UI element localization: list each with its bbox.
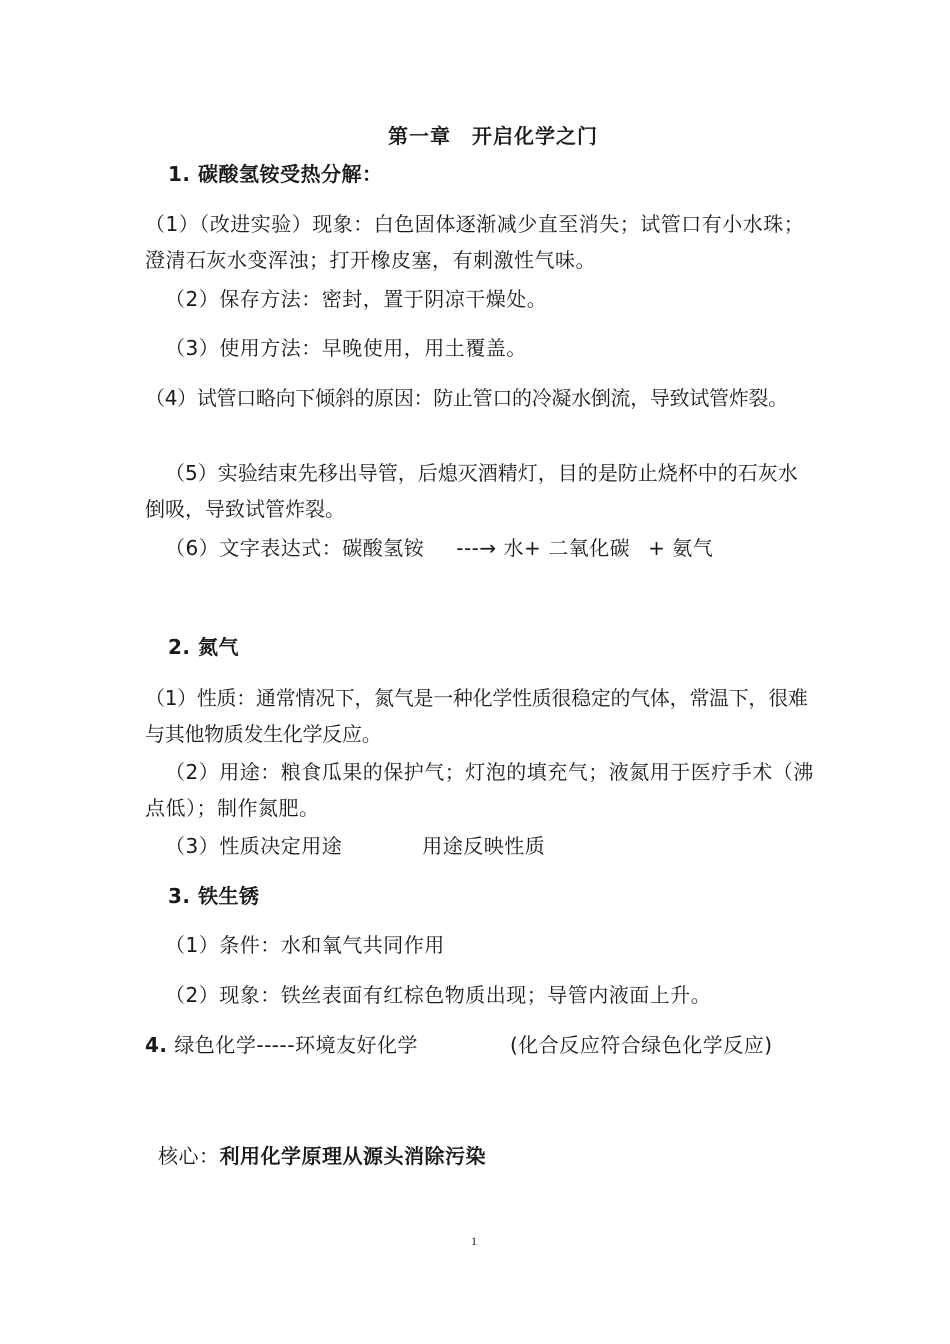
section-3-heading: 3. 铁生锈 (168, 884, 260, 908)
section-1-item-5: （5）实验结束先移出导管，后熄灭酒精灯，目的是防止烧杯中的石灰水倒吸，导致试管炸裂。 (145, 461, 798, 521)
section-2-item-2: （2）用途：粮食瓜果的保护气；灯泡的填充气；液氮用于医疗手术（沸点低）；制作氮肥。 (145, 760, 814, 820)
page-number: 1 (471, 1234, 477, 1248)
section-3-item-1: （1）条件：水和氧气共同作用 (165, 933, 445, 957)
section-3-item-2: （2）现象：铁丝表面有红棕色物质出现；导管内液面上升。 (165, 983, 712, 1007)
section-2-item-1: （1）性质：通常情况下，氮气是一种化学性质很稳定的气体，常温下，很难与其他物质发生化学反应。 (145, 686, 808, 746)
section-1-item-6 (165, 530, 713, 566)
word-equation-last-product: + 氨气 (648, 536, 714, 560)
section-1-item-4: （4）试管口略向下倾斜的原因：防止管口的冷凝水倒流，导致试管炸裂。 (145, 386, 788, 410)
chapter-title: 第一章 开启化学之门 (388, 124, 598, 148)
core-label: 核心： (158, 1144, 220, 1168)
section-2-heading: 2. 氮气 (168, 635, 239, 659)
property-determines-use: （3）性质决定用途 (165, 834, 343, 858)
section-1-item-1: （1）（改进实验）现象：白色固体逐渐减少直至消失；试管口有小水珠；澄清石灰水变浑浊；打开橡皮塞，有刺激性气味。 (145, 212, 805, 272)
section-1-item-2: （2）保存方法：密封，置于阴凉干燥处。 (165, 287, 548, 311)
section-4-line (145, 1027, 773, 1063)
core-text: 利用化学原理从源头消除污染 (219, 1144, 486, 1168)
section-4-core (158, 1138, 486, 1174)
section-4-title: 绿色化学-----环境友好化学 (174, 1033, 418, 1057)
section-4-note: (化合反应符合绿色化学反应) (509, 1033, 773, 1057)
word-equation-products: 水+ 二氧化碳 (503, 536, 631, 560)
word-equation-reactant: （6）文字表达式：碳酸氢铵 (165, 536, 425, 560)
reaction-arrow: ---→ (456, 536, 497, 560)
section-1-heading: 1. 碳酸氢铵受热分解： (168, 162, 383, 186)
section-2-item-3 (165, 828, 545, 864)
section-1-item-3: （3）使用方法：早晚使用，用土覆盖。 (165, 336, 527, 360)
use-reflects-property: 用途反映性质 (422, 834, 546, 858)
section-4-number: 4. (145, 1033, 168, 1057)
